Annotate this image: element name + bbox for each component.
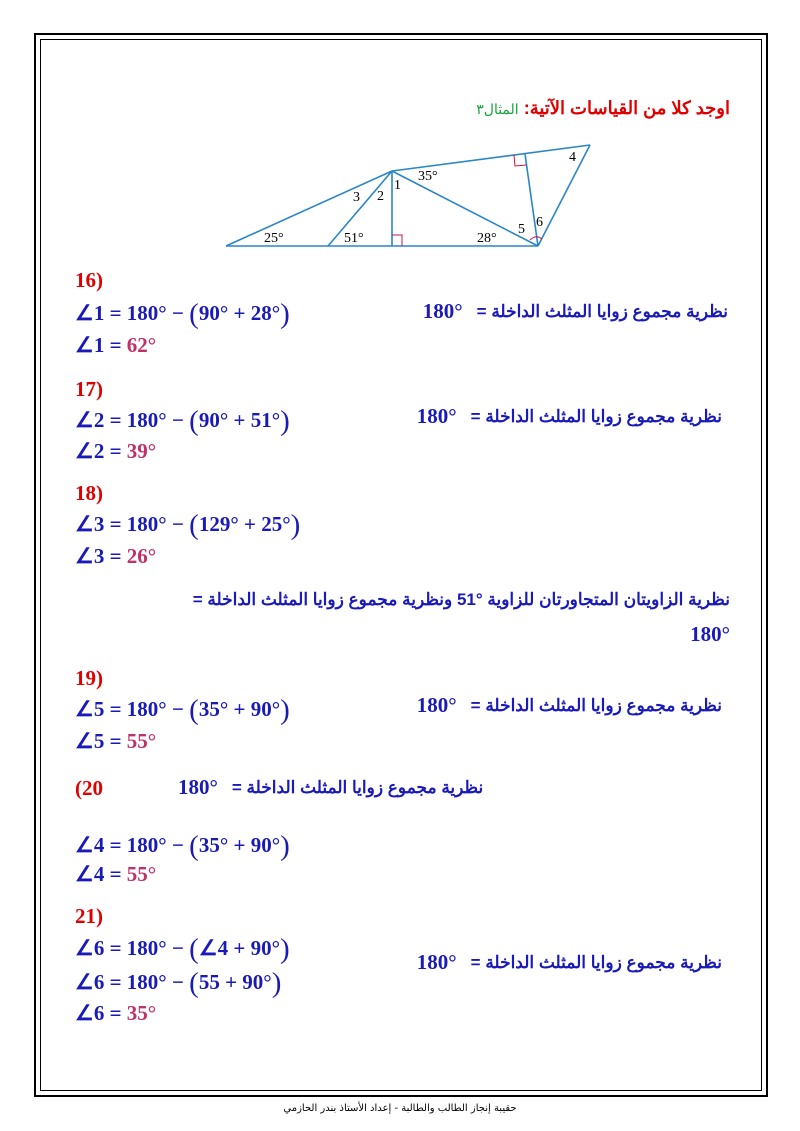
paren-close: ) bbox=[280, 933, 290, 965]
paren-close: ) bbox=[280, 405, 290, 437]
problem-21-theorem bbox=[417, 950, 722, 975]
example-label: المثال٣ bbox=[476, 101, 519, 117]
p16-theorem-value: 180° bbox=[422, 299, 463, 323]
p21-theorem-value: 180° bbox=[416, 950, 457, 974]
p21-result-label: ∠6 = bbox=[75, 1001, 127, 1025]
p17-result-value: 39° bbox=[126, 439, 157, 463]
problem-18-number: 18) bbox=[75, 481, 103, 505]
problem-17-line1 bbox=[75, 405, 290, 438]
p19-expr-inner: 35° + 90° bbox=[198, 697, 281, 721]
paren-close: ) bbox=[280, 694, 290, 726]
problem-20-number: (20 bbox=[75, 776, 103, 800]
p16-theorem-text: نظرية مجموع زوايا المثلث الداخلة = bbox=[476, 301, 728, 321]
p21-expr2-start: ∠6 = 180° − bbox=[75, 970, 190, 994]
angle-label-2: 2 bbox=[377, 189, 384, 204]
problem-19-theorem bbox=[417, 693, 722, 718]
paren-open: ( bbox=[189, 298, 199, 330]
p19-result-value: 55° bbox=[126, 729, 157, 753]
p20-result-value: 55° bbox=[126, 862, 157, 886]
angle-label-5: 5 bbox=[518, 222, 525, 237]
paren-open: ( bbox=[189, 830, 199, 862]
p20-theorem-text: نظرية مجموع زوايا المثلث الداخلة = bbox=[231, 777, 484, 797]
arc-mark bbox=[530, 237, 542, 240]
p19-theorem-value: 180° bbox=[416, 693, 457, 717]
angle-label-28: 28° bbox=[477, 231, 497, 246]
p17-result-label: ∠2 = bbox=[75, 439, 127, 463]
p16-expr-start: ∠1 = 180° − bbox=[75, 301, 190, 325]
paren-open: ( bbox=[189, 967, 199, 999]
right-angle-mark-top bbox=[514, 155, 526, 166]
problem-16-number: 16) bbox=[75, 268, 103, 292]
right-angle-mark-base bbox=[392, 235, 402, 246]
p18-result-value: 26° bbox=[126, 544, 157, 568]
diagonal-line bbox=[392, 171, 538, 246]
perpendicular-line bbox=[525, 154, 538, 246]
p18-result-label: ∠3 = bbox=[75, 544, 127, 568]
page-footer: حقيبة إنجاز الطالب والطالبة - إعداد الأستاذ بندر الحازمي bbox=[283, 1103, 517, 1114]
angle-label-51: 51° bbox=[344, 231, 364, 246]
angle-label-4: 4 bbox=[569, 150, 576, 165]
problem-16-line1 bbox=[75, 298, 290, 331]
problem-16-line2 bbox=[75, 333, 156, 358]
angle-label-3: 3 bbox=[353, 190, 360, 205]
problem-17-number: 17) bbox=[75, 377, 103, 401]
paren-close: ) bbox=[290, 509, 301, 541]
p17-expr-start: ∠2 = 180° − bbox=[75, 408, 190, 432]
p19-theorem-text: نظرية مجموع زوايا المثلث الداخلة = bbox=[470, 695, 722, 715]
p20-expr-start: ∠4 = 180° − bbox=[75, 833, 190, 857]
p19-expr-start: ∠5 = 180° − bbox=[75, 697, 190, 721]
problem-17-line2 bbox=[75, 439, 156, 464]
page-title bbox=[476, 98, 730, 119]
p16-result-value: 62° bbox=[126, 333, 157, 357]
problem-18-line2 bbox=[75, 544, 156, 569]
paren-open: ( bbox=[189, 405, 199, 437]
problem-18-theorem-value: 180° bbox=[690, 622, 730, 646]
left-side bbox=[226, 171, 392, 246]
problem-21-line1 bbox=[75, 933, 290, 966]
p21-expr2-inner: 55 + 90° bbox=[198, 970, 272, 994]
paren-open: ( bbox=[189, 509, 199, 541]
p20-result-label: ∠4 = bbox=[75, 862, 127, 886]
top-line bbox=[392, 145, 590, 171]
problem-19-line1 bbox=[75, 694, 290, 727]
p17-theorem-value: 180° bbox=[416, 404, 457, 428]
p18-expr-inner: 129° + 25° bbox=[198, 512, 291, 536]
problem-20-theorem bbox=[178, 775, 483, 800]
angle-label-1: 1 bbox=[394, 178, 401, 193]
geometry-figure bbox=[220, 138, 600, 253]
problem-21-line3 bbox=[75, 1001, 156, 1026]
title-text: اوجد كلا من القياسات الآتية: bbox=[523, 98, 730, 118]
problem-16-theorem bbox=[423, 299, 728, 324]
paren-close: ) bbox=[271, 967, 282, 999]
p20-expr-inner: 35° + 90° bbox=[198, 833, 281, 857]
paren-open: ( bbox=[189, 694, 199, 726]
problem-18-theorem-text: نظرية الزاويتان المتجاورتان للزاوية °51 ونظرية مجموع زوايا المثلث الداخلة = bbox=[192, 590, 730, 609]
problem-18-line1 bbox=[75, 509, 300, 542]
p17-theorem-text: نظرية مجموع زوايا المثلث الداخلة = bbox=[470, 406, 722, 426]
p21-expr-start: ∠6 = 180° − bbox=[75, 936, 190, 960]
p21-theorem-text: نظرية مجموع زوايا المثلث الداخلة = bbox=[470, 952, 722, 972]
paren-close: ) bbox=[280, 298, 290, 330]
p18-expr-start: ∠3 = 180° − bbox=[75, 512, 190, 536]
problem-21-number: 21) bbox=[75, 904, 103, 928]
p20-theorem-value: 180° bbox=[178, 775, 218, 799]
angle-label-35: 35° bbox=[418, 169, 438, 184]
p16-result-label: ∠1 = bbox=[75, 333, 127, 357]
problem-20-line1 bbox=[75, 830, 290, 863]
p21-expr-inner: ∠4 + 90° bbox=[198, 936, 281, 960]
right-side bbox=[538, 145, 590, 246]
angle-label-6: 6 bbox=[536, 215, 543, 230]
p17-expr-inner: 90° + 51° bbox=[198, 408, 281, 432]
p21-result-value: 35° bbox=[126, 1001, 157, 1025]
paren-close: ) bbox=[280, 830, 290, 862]
paren-open: ( bbox=[189, 933, 199, 965]
problem-19-number: 19) bbox=[75, 666, 103, 690]
problem-21-line2 bbox=[75, 967, 281, 1000]
p19-result-label: ∠5 = bbox=[75, 729, 127, 753]
angle-label-25: 25° bbox=[264, 231, 284, 246]
problem-20-line2 bbox=[75, 862, 156, 887]
p16-expr-inner: 90° + 28° bbox=[198, 301, 281, 325]
problem-19-line2 bbox=[75, 729, 156, 754]
problem-17-theorem bbox=[417, 404, 722, 429]
